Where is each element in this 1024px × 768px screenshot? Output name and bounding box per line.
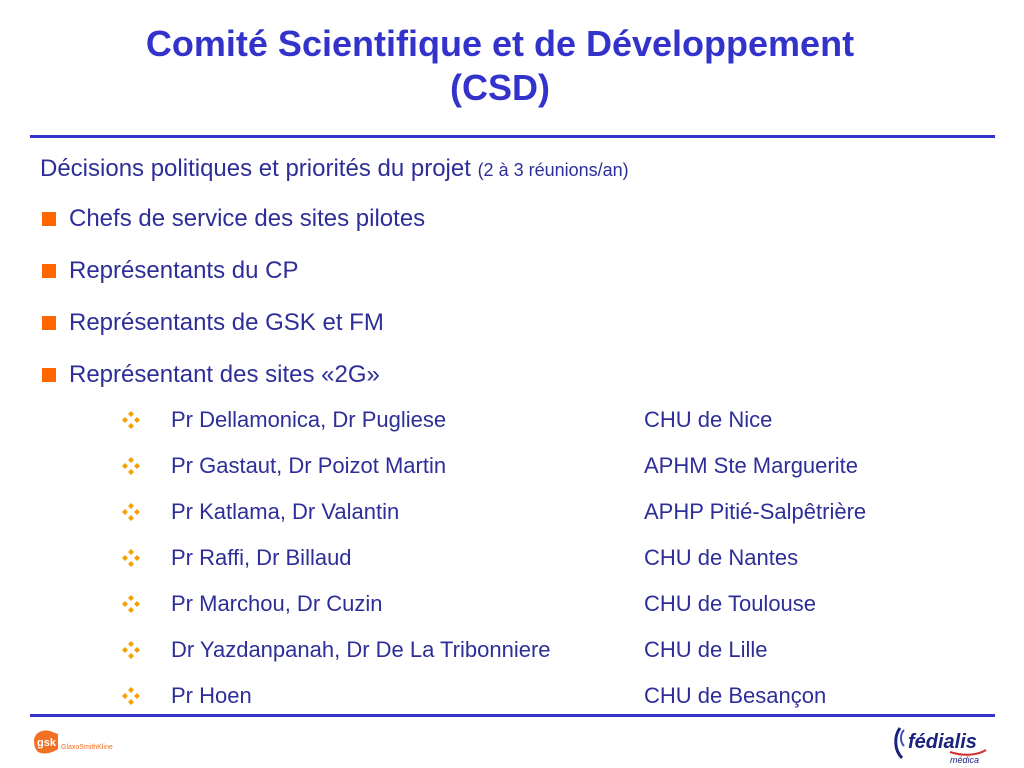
bullet-text: Chefs de service des sites pilotes (69, 205, 426, 232)
square-bullet-icon (42, 316, 56, 330)
site-names: Pr Raffi, Dr Billaud (171, 545, 352, 570)
intro-note: (2 à 3 réunions/an) (477, 160, 629, 180)
fedialis-logo (890, 722, 1000, 766)
site-location: CHU de Lille (644, 637, 768, 662)
site-row (120, 683, 940, 713)
fedialis-sub: médica (950, 755, 980, 765)
slide-title (0, 22, 1000, 110)
title-line-2: (CSD) (450, 67, 550, 108)
bullet-item (42, 309, 384, 337)
site-row (120, 637, 940, 667)
intro-text: Décisions politiques et priorités du projet (40, 155, 471, 182)
bullet-item (42, 361, 380, 389)
site-location: CHU de Toulouse (644, 591, 817, 616)
diamond-bullet-icon (120, 547, 142, 569)
site-names: Dr Yazdanpanah, Dr De La Tribonniere (171, 637, 551, 662)
bullet-item (42, 257, 298, 285)
site-row (120, 545, 940, 575)
fedialis-name: fédialis (908, 731, 977, 753)
diamond-bullet-icon (120, 685, 142, 707)
diamond-bullet-icon (120, 639, 142, 661)
site-names: Pr Marchou, Dr Cuzin (171, 591, 383, 616)
square-bullet-icon (42, 368, 56, 382)
diamond-bullet-icon (120, 593, 142, 615)
site-names: Pr Hoen (171, 683, 252, 708)
site-location: APHP Pitié-Salpêtrière (644, 499, 867, 524)
gsk-mark: gsk (37, 737, 56, 749)
square-bullet-icon (42, 212, 56, 226)
bullet-text: Représentants du CP (69, 257, 299, 284)
site-names: Pr Dellamonica, Dr Pugliese (171, 407, 447, 432)
diamond-bullet-icon (120, 501, 142, 523)
site-location: CHU de Nice (644, 407, 773, 432)
top-divider (30, 135, 995, 138)
site-row (120, 453, 940, 483)
bullet-item (42, 205, 425, 233)
intro-line (40, 155, 629, 183)
site-names: Pr Gastaut, Dr Poizot Martin (171, 453, 447, 478)
gsk-name: GlaxoSmithKline (61, 744, 113, 751)
title-line-1: Comité Scientifique et de Développement (145, 23, 855, 64)
site-names: Pr Katlama, Dr Valantin (171, 499, 400, 524)
diamond-bullet-icon (120, 409, 142, 431)
site-location: CHU de Nantes (644, 545, 799, 570)
site-location: APHM Ste Marguerite (644, 453, 858, 478)
site-row (120, 499, 940, 529)
site-row (120, 407, 940, 437)
site-row (120, 591, 940, 621)
diamond-bullet-icon (120, 455, 142, 477)
bullet-text: Représentants de GSK et FM (69, 309, 384, 336)
square-bullet-icon (42, 264, 56, 278)
gsk-logo (32, 727, 132, 757)
bottom-divider (30, 714, 995, 717)
bullet-text: Représentant des sites «2G» (69, 361, 380, 388)
site-location: CHU de Besançon (644, 683, 827, 708)
